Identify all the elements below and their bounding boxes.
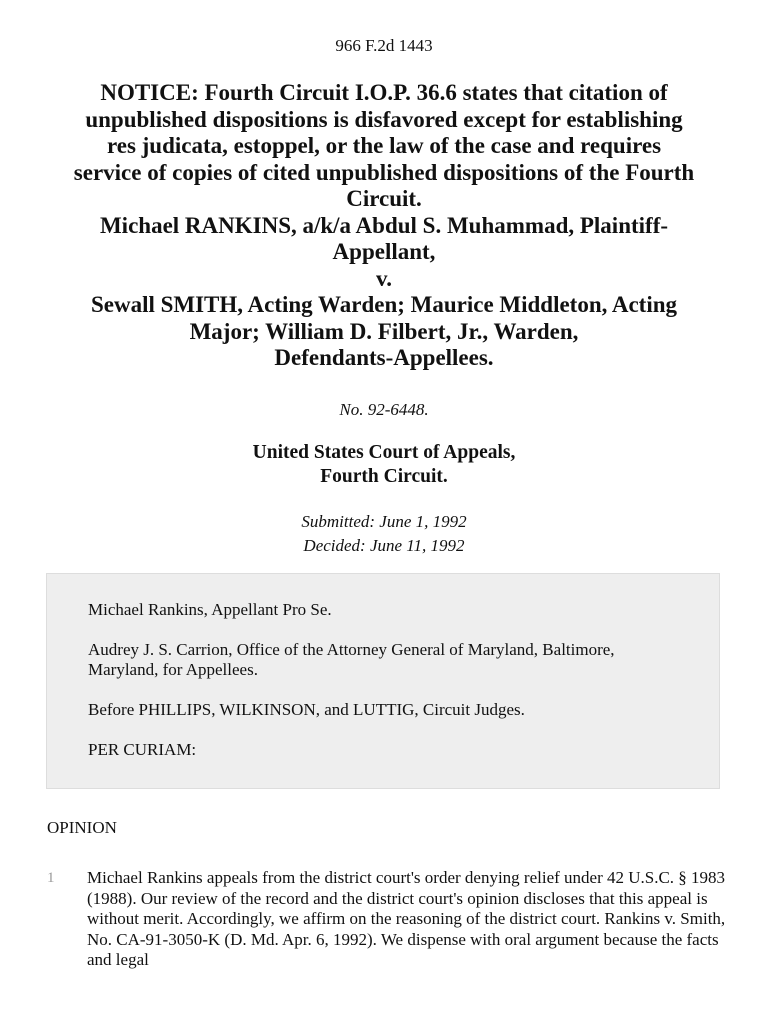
court-line: Fourth Circuit. (320, 466, 448, 487)
caption-line: v. (376, 265, 392, 291)
submitted-date: Submitted: June 1, 1992 (301, 512, 467, 531)
opinion-heading: OPINION (47, 818, 117, 837)
caption-line: Defendants-Appellees. (274, 345, 494, 370)
caption-line: Appellant, (332, 239, 436, 264)
notice-line: Circuit. (346, 186, 422, 211)
decided-date: Decided: June 11, 1992 (303, 536, 465, 555)
case-dates (0, 510, 768, 558)
panel-judges: Before PHILLIPS, WILKINSON, and LUTTIG, Circuit Judges. (88, 700, 525, 719)
paragraph-number: 1 (47, 870, 55, 886)
docket-number: No. 92-6448. (339, 400, 429, 419)
caption-line: Major; William D. Filbert, Jr., Warden, (189, 318, 579, 344)
per-curiam: PER CURIAM: (88, 740, 197, 759)
counsel-appellees: Audrey J. S. Carrion, Office of the Attorney General of Maryland, Baltimore, Maryland, for Appellees. (88, 640, 615, 679)
opinion-paragraph (47, 868, 727, 971)
case-citation: 966 F.2d 1443 (335, 36, 433, 55)
paragraph-text: Michael Rankins appeals from the district court's order denying relief under 42 U.S.C. § 1983 (1988). Our review of the record and the district court's opinion discloses that this appeal is without merit. Accordingly, we affirm on the reasoning of the district court. Rankins v. Smith, No. CA-91-3050-K (D. Md. Apr. 6, 1992). We dispense with oral argument because the facts and legal (87, 868, 726, 969)
counsel-appellant: Michael Rankins, Appellant Pro Se. (88, 600, 332, 619)
court-line: United States Court of Appeals, (252, 442, 516, 463)
case-heading (40, 80, 728, 372)
notice-line: NOTICE: Fourth Circuit I.O.P. 36.6 states that citation of (100, 80, 668, 105)
notice-line: unpublished dispositions is disfavored except for establishing (85, 106, 683, 132)
counsel-panel (46, 573, 720, 789)
notice-line: res judicata, estoppel, or the law of the case and requires (106, 133, 662, 158)
notice-line: service of copies of cited unpublished dispositions of the Fourth (73, 159, 695, 185)
caption-line: Michael RANKINS, a/k/a Abdul S. Muhammad, Plaintiff- (99, 212, 669, 238)
caption-line: Sewall SMITH, Acting Warden; Maurice Middleton, Acting (90, 292, 678, 317)
court-name (0, 441, 768, 489)
